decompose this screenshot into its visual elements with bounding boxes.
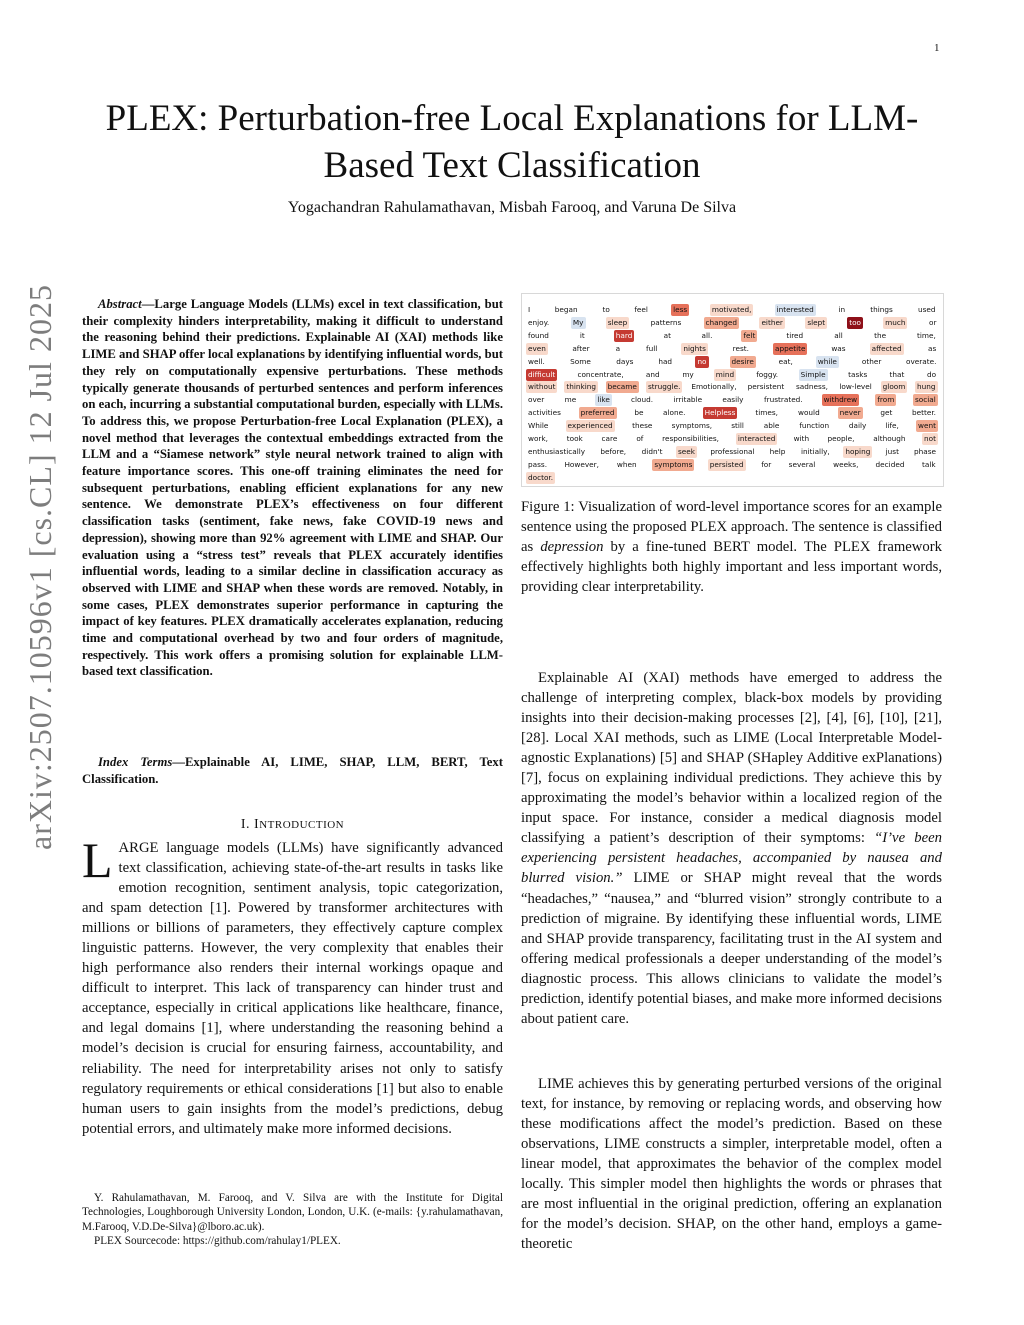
- figure-row: [522, 304, 943, 316]
- figure-word: even: [528, 343, 546, 353]
- figure-row: [522, 446, 943, 458]
- figure-word: became: [607, 382, 637, 392]
- figure-word: weeks,: [833, 459, 859, 469]
- figure-word: eat,: [778, 356, 793, 366]
- arxiv-identifier-stamp[interactable]: arXiv:2507.10596v1 [cs.CL] 12 Jul 2025: [22, 284, 58, 850]
- figure-word: patterns: [650, 317, 682, 327]
- figure-word: help: [769, 446, 786, 456]
- figure-word: all.: [701, 330, 713, 340]
- figure-word: I: [528, 305, 531, 314]
- figure-word: rest.: [732, 343, 749, 353]
- figure-word: Emotionally,: [691, 382, 737, 392]
- figure-word: hoping: [845, 446, 871, 456]
- figure-word: enjoy.: [528, 317, 550, 327]
- figure-word: work,: [528, 434, 548, 443]
- introduction-paragraph: [82, 832, 503, 1139]
- figure-word: although: [873, 434, 906, 443]
- figure-word: hard: [615, 330, 633, 340]
- xai-text-before: Explainable AI (XAI) methods have emerged to address the challenge of interpreting complex, black-box models by providing insights into their decision-making processes [2], [4], [6], [10], [21], [28]. Local XAI methods, such as LIME (Local Interpretable Model-agnostic Explanations) [5] and SHAP (SHapley Additive exPlanations) [7], focus on explaining individual predictions. They achieve this by approximating the model’s behavior within a localized region of the input space. For instance, consider a medical diagnosis model classifying a patient’s description of their symptoms:: [521, 670, 942, 847]
- figure-word: feel: [634, 305, 648, 314]
- figure-word: initially,: [801, 446, 830, 456]
- figure-row: [522, 317, 943, 329]
- figure-word: social: [915, 395, 936, 405]
- figure-word: My: [572, 317, 584, 327]
- figure-word: frustrated.: [764, 395, 803, 405]
- figure-word: However,: [564, 459, 599, 469]
- figure-word: went: [918, 421, 936, 431]
- figure-word: pass.: [528, 459, 548, 469]
- figure-word: responsibilities,: [662, 434, 720, 443]
- figure-word: just: [885, 446, 899, 456]
- figure-word: took: [566, 434, 583, 443]
- figure-word: activities: [528, 408, 561, 418]
- figure-word: irritable: [673, 395, 703, 405]
- figure-row: [522, 407, 943, 419]
- figure-word: overate.: [906, 356, 937, 366]
- figure-word: function: [799, 421, 830, 431]
- figure-word: felt: [743, 330, 756, 340]
- index-terms-text: —Explainable AI, LIME, SHAP, LLM, BERT, Text Classification.: [82, 755, 503, 786]
- figure-word: concentrate,: [577, 369, 624, 379]
- figure-word: life,: [885, 421, 899, 431]
- figure-word: foggy.: [756, 369, 779, 379]
- figure-word: Some: [570, 356, 591, 366]
- figure-word: time,: [917, 330, 936, 340]
- figure-word: enthusiastically: [528, 446, 586, 456]
- figure-word: better.: [912, 408, 936, 418]
- figure-word: low-level: [839, 382, 872, 392]
- figure-caption-prefix: Figure 1: Visualization of word-level importance scores for an example sentence using the proposed PLEX approach. The sentence is classified as: [521, 499, 942, 556]
- footnote-sourcecode: PLEX Sourcecode: https://github.com/rahulay1/PLEX.: [94, 1234, 341, 1247]
- figure-word: it: [579, 330, 585, 340]
- figure-row: [522, 330, 943, 342]
- page-number: 1: [934, 42, 940, 54]
- figure-word: days: [616, 356, 634, 366]
- figure-word: experienced: [567, 421, 613, 431]
- figure-word: less: [673, 305, 688, 314]
- figure-word: full: [646, 343, 658, 353]
- figure-word: cloud.: [631, 395, 654, 405]
- figure-word: tired: [786, 330, 804, 340]
- figure-word: gloom: [882, 382, 906, 392]
- figure-word: a: [615, 343, 621, 353]
- figure-word: mind: [715, 369, 735, 379]
- figure-row: [522, 369, 943, 381]
- figure-word: several: [788, 459, 816, 469]
- section-first-letter: I: [254, 817, 260, 832]
- figure-word: these: [632, 421, 653, 431]
- figure-row: [522, 459, 943, 471]
- abstract-text: —Large Language Models (LLMs) excel in text classification, but their complexity hinders interpretability, making it difficult to understand the reasoning behind their predictions. Explainable AI (XAI) methods like LIME and SHAP offer local explanations by identifying influential words, but they rely on computationally expensive perturbations. These methods typically generate thousands of perturbed sentences and perform inferences on each, incurring a substantial computational burden, especially with LLMs. To address this, we propose Perturbation-free Local Explanation (PLEX), a novel method that leverages the contextual embeddings extracted from the LLM and a “Siamese network” style neural network trained to align with feature importance scores. This one-off training eliminates the need for subsequent perturbations, enabling efficient explanations for any new sentence. We demonstrate PLEX’s effectiveness on four different classification tasks (sentiment, fake news, fake COVID-19 news and depression), showing more than 92% agreement with LIME and SHAP. Our evaluation using a “stress test” reveals that PLEX accurately identifies influential words, leading to a similar decline in classification accuracy as observed with LIME and SHAP when these words are removed. Notably, in some cases, PLEX demonstrates superior performance in capturing the impact of key features. PLEX dramatically accelerates explanation, reducing time and computational overhead by two and four orders of magnitude, respectively. This work offers a promising solution for explainable LLM-based text classification.: [82, 297, 503, 679]
- figure-word: either: [761, 317, 783, 327]
- lime-paragraph: LIME achieves this by generating perturbed versions of the original text, for instance, by removing or replacing words, and observing how these modifications affect the model’s prediction. Based on these observations, LIME constructs a simpler, interpretable model, often a linear model, that approximates the behavior of the complex model locally. This simpler model then highlights the words or phrases that are most influential in the original prediction, offering an explanation for the model’s decision. SHAP, on the other hand, employs a game-theoretic: [521, 1076, 942, 1253]
- figure-word: with: [793, 434, 810, 443]
- figure-word: struggle.: [648, 382, 681, 392]
- footnote-affiliation: Y. Rahulamathavan, M. Farooq, and V. Silva are with the Institute for Digital Technologies, Loughborough University London, London, U.K. (e-mails: {y.rahulamathavan, M.Farooq, V.D.De-Silva}@lboro.ac.uk).: [82, 1192, 503, 1233]
- figure-word: things: [870, 305, 893, 314]
- figure-word: times,: [755, 408, 778, 418]
- figure-word: persisted: [709, 459, 744, 469]
- section-title-rest: NTRODUCTION: [259, 819, 345, 831]
- figure-word: over: [528, 395, 545, 405]
- figure-word-importance-heatmap: [521, 293, 944, 487]
- figure-word: nights: [683, 343, 706, 353]
- paper-title: PLEX: Perturbation-free Local Explanations for LLM-Based Text Classification: [105, 98, 919, 186]
- abstract-label: Abstract: [98, 297, 142, 311]
- figure-word: the: [874, 330, 887, 340]
- figure-word: would: [798, 408, 820, 418]
- figure-caption-suffix: by a fine-tuned BERT model. The PLEX framework effectively highlights both highly important and less important words, providing clear interpretability.: [521, 539, 942, 596]
- figure-word: decided: [875, 459, 905, 469]
- figure-row: [522, 343, 943, 355]
- figure-word: too: [849, 317, 862, 327]
- figure-word: daily: [848, 421, 867, 431]
- figure-word: withdrew: [823, 395, 858, 405]
- figure-row: [522, 394, 943, 406]
- figure-word: Helpless: [704, 408, 736, 418]
- figure-word: desire: [731, 356, 754, 366]
- figure-word: not: [924, 434, 936, 443]
- figure-word: used: [918, 305, 936, 314]
- introduction-text: ARGE language models (LLMs) have significantly advanced text classification, achieving state-of-the-art results in tasks like emotion recognition, sentiment analysis, topic categorization, and spam detection [1]. Powered by transformer architectures with millions or billions of parameters, they effectively capture complex linguistic patterns. However, the very complexity that enables their high performance also renders their internal workings opaque and difficult to interpret. This lack of transparency can hinder trust and acceptance, especially in critical applications like healthcare, finance, and legal domains [1], where understanding the reasoning behind a model’s decision is crucial for ensuring fairness, accountability, and reliability. The need for interpretability arises not only to satisfy regulatory requirements or ethical considerations [1] but also to enable human users to gain insights from the model’s predictions, debug potential errors, and ultimately make more informed decisions.: [82, 840, 503, 1137]
- figure-word: much: [885, 317, 906, 327]
- figure-word: still: [731, 421, 744, 431]
- figure-word: didn't: [641, 446, 663, 456]
- figure-word: symptoms,: [671, 421, 713, 431]
- figure-word: as: [928, 343, 937, 353]
- figure-word: never: [839, 408, 861, 418]
- figure-word: preferred: [580, 408, 615, 418]
- figure-word: all: [834, 330, 843, 340]
- figure-row: [522, 472, 943, 484]
- figure-word: after: [572, 343, 590, 353]
- figure-word: interested: [776, 305, 814, 314]
- figure-word: or: [929, 317, 937, 327]
- figure-word: no: [697, 356, 707, 366]
- figure-word: well.: [528, 356, 545, 366]
- figure-word: tasks: [848, 369, 868, 379]
- figure-word: symptoms: [654, 459, 693, 469]
- figure-word: difficult: [528, 369, 556, 379]
- figure-word: sadness,: [796, 382, 828, 392]
- figure-word: to: [602, 305, 610, 314]
- figure-word: found: [528, 330, 549, 340]
- figure-word: while: [817, 356, 837, 366]
- figure-word: changed: [705, 317, 738, 327]
- figure-word: thinking: [566, 382, 596, 392]
- figure-word: in: [838, 305, 846, 314]
- footnote: [82, 1191, 503, 1248]
- figure-row: [522, 381, 943, 393]
- figure-word: at: [663, 330, 671, 340]
- figure-word: when: [616, 459, 637, 469]
- xai-example-quote: “I’ve been experiencing persistent headaches, accompanied by nausea and blurred vision.”: [521, 830, 942, 887]
- figure-word: get: [880, 408, 893, 418]
- figure-word: before,: [600, 446, 627, 456]
- figure-word: doctor.: [528, 472, 554, 482]
- figure-word: that: [889, 369, 905, 379]
- xai-text-after: LIME or SHAP might reveal that the words “headaches,” “nausea,” and “blurred vision” strongly contribute to a prediction of migraine. By identifying these influential words, LIME and SHAP provide transparency, facilitating trust in the AI system and offering medical professionals a deeper understanding of the model’s diagnostic process. This allows clinicians to validate the model’s prediction, identify potential biases, and make more informed decisions about patient care.: [521, 870, 942, 1027]
- figure-word: without: [528, 382, 556, 392]
- figure-word: able: [763, 421, 780, 431]
- figure-word: affected: [871, 343, 902, 353]
- figure-word: of: [636, 434, 644, 443]
- figure-word: people,: [827, 434, 855, 443]
- figure-word: talk: [922, 459, 936, 469]
- figure-word: other: [861, 356, 882, 366]
- figure-word: While: [528, 421, 549, 431]
- figure-word: motivated,: [711, 305, 752, 314]
- figure-word: and: [645, 369, 660, 379]
- drop-cap: L: [82, 832, 113, 888]
- figure-row: [522, 420, 943, 432]
- figure-word: Simple: [800, 369, 826, 379]
- figure-word: from: [877, 395, 895, 405]
- figure-word: had: [658, 356, 673, 366]
- figure-word: me: [564, 395, 577, 405]
- figure-row: [522, 356, 943, 368]
- figure-word: do: [927, 369, 937, 379]
- figure-caption: [521, 497, 942, 597]
- figure-word: be: [634, 408, 644, 418]
- section-number: I.: [240, 817, 251, 832]
- xai-paragraph: [521, 668, 942, 1029]
- figure-word: appetite: [775, 343, 806, 353]
- figure-word: easily: [722, 395, 744, 405]
- section-heading-introduction: [82, 817, 503, 833]
- figure-row: [522, 433, 943, 445]
- index-terms-label: Index Terms: [98, 755, 173, 769]
- figure-word: interacted: [737, 434, 776, 443]
- abstract: [82, 296, 503, 680]
- figure-caption-class: depression: [540, 539, 604, 556]
- figure-word: seek: [678, 446, 696, 456]
- figure-word: persistent: [747, 382, 785, 392]
- figure-word: care: [601, 434, 618, 443]
- figure-word: sleep: [607, 317, 628, 327]
- figure-word: alone.: [663, 408, 686, 418]
- index-terms: [82, 754, 503, 787]
- figure-word: hung: [917, 382, 936, 392]
- figure-word: was: [831, 343, 846, 353]
- figure-word: for: [761, 459, 772, 469]
- figure-word: slept: [807, 317, 826, 327]
- figure-word: professional: [710, 446, 755, 456]
- author-list: Yogachandran Rahulamathavan, Misbah Farooq, and Varuna De Silva: [287, 199, 737, 216]
- figure-word: my: [682, 369, 694, 379]
- figure-word: like: [597, 395, 610, 405]
- figure-word: phase: [914, 446, 937, 456]
- figure-word: began: [554, 305, 578, 314]
